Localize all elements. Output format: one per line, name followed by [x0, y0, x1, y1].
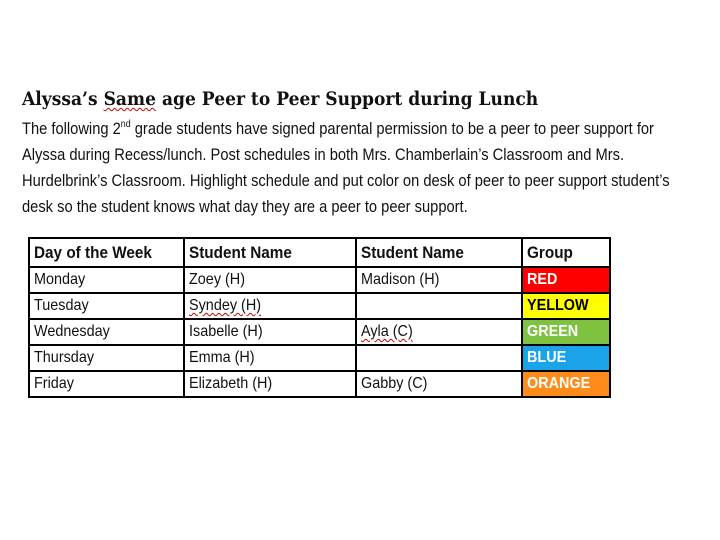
- group-cell-orange: [522, 371, 610, 397]
- paragraph-line-1-b: grade students have signed parental permission to be a peer to peer support for: [130, 120, 654, 138]
- document-title: [22, 88, 634, 110]
- group-cell-yellow: [522, 293, 610, 319]
- student2-cell: [356, 345, 522, 371]
- student1-text: Elizabeth (H): [189, 375, 273, 392]
- header-day-text: Day of the Week: [34, 242, 152, 262]
- student1-cell: [184, 371, 356, 397]
- instructions-paragraph: [22, 116, 712, 220]
- ordinal-superscript: nd: [120, 119, 131, 130]
- student2-text-spellcheck: Ayla (C): [361, 323, 413, 340]
- header-student-name-1: [184, 238, 356, 267]
- table-row: [29, 371, 610, 397]
- day-text: Monday: [34, 271, 86, 288]
- student2-cell: [356, 293, 522, 319]
- student1-cell: [184, 267, 356, 293]
- table-row: [29, 267, 610, 293]
- student1-text: Isabelle (H): [189, 323, 263, 340]
- student1-text: Emma (H): [189, 349, 255, 366]
- schedule-table: [28, 237, 611, 398]
- title-part-1: Alyssa’s: [22, 88, 104, 110]
- group-text: YELLOW: [527, 297, 589, 314]
- group-text: RED: [527, 271, 558, 288]
- day-cell: [29, 293, 184, 319]
- day-text: Friday: [34, 375, 75, 392]
- paragraph-line-1-a: The following 2: [22, 120, 121, 138]
- group-text: ORANGE: [527, 375, 591, 392]
- table-header-row: [29, 238, 610, 267]
- student1-cell: [184, 319, 356, 345]
- student2-cell: [356, 267, 522, 293]
- day-text: Thursday: [34, 349, 95, 366]
- day-cell: [29, 371, 184, 397]
- day-cell: [29, 267, 184, 293]
- header-student-name-2: [356, 238, 522, 267]
- student1-text-spellcheck: Syndey (H): [189, 297, 262, 314]
- header-student1-text: Student Name: [189, 242, 292, 262]
- group-text: BLUE: [527, 349, 567, 366]
- student1-text: Zoey (H): [189, 271, 246, 288]
- paragraph-line-4: desk so the student knows what day they are a peer to peer support.: [22, 198, 468, 216]
- paragraph-line-2: Alyssa during Recess/lunch. Post schedules in both Mrs. Chamberlain’s Classroom and Mrs.: [22, 146, 625, 164]
- group-text: GREEN: [527, 323, 579, 340]
- table-row: [29, 345, 610, 371]
- table-row: [29, 293, 610, 319]
- group-cell-red: [522, 267, 610, 293]
- day-cell: [29, 319, 184, 345]
- day-text: Wednesday: [34, 323, 110, 340]
- header-group: [522, 238, 610, 267]
- paragraph-line-3: Hurdelbrink’s Classroom. Highlight schedule and put color on desk of peer to peer support student’s: [22, 172, 670, 190]
- student2-cell: [356, 319, 522, 345]
- header-student2-text: Student Name: [361, 242, 464, 262]
- title-part-3: age Peer to Peer Support during Lunch: [155, 88, 539, 110]
- title-part-2-spellcheck: Same: [103, 88, 156, 110]
- header-group-text: Group: [527, 242, 573, 262]
- table-row: [29, 319, 610, 345]
- student2-cell: [356, 371, 522, 397]
- group-cell-green: [522, 319, 610, 345]
- student1-cell: [184, 345, 356, 371]
- paragraph-line-1: [22, 116, 654, 142]
- group-cell-blue: [522, 345, 610, 371]
- day-text: Tuesday: [34, 297, 89, 314]
- student2-text: Gabby (C): [361, 375, 428, 392]
- header-day-of-week: [29, 238, 184, 267]
- student2-text: Madison (H): [361, 271, 440, 288]
- day-cell: [29, 345, 184, 371]
- student1-cell: [184, 293, 356, 319]
